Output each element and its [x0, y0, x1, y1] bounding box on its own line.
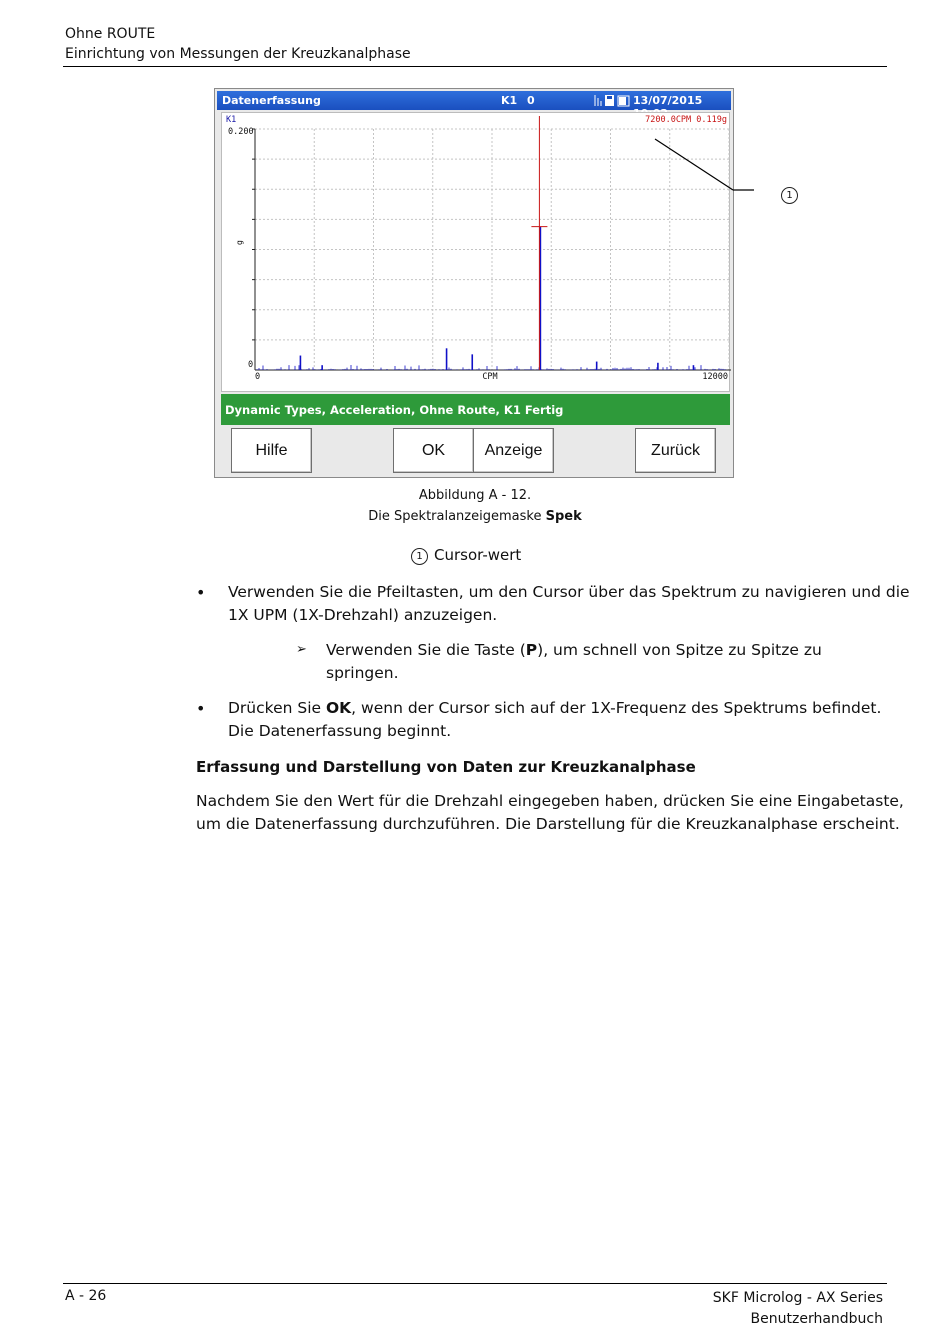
figure-caption-number: Abbildung A - 12.: [418, 488, 532, 503]
subbullet-marker: ➢: [296, 642, 307, 657]
paragraph-line2: um die Datenerfassung durchzuführen. Die Darstellung für die Kreuzkanalphase erscheint.: [196, 815, 900, 833]
callout-number: 1: [781, 187, 798, 204]
footer-doc: Benutzerhandbuch: [750, 1311, 883, 1327]
plot-channel-label: K1: [226, 115, 237, 125]
x-axis-label: CPM: [482, 372, 498, 382]
footer-rule: [63, 1283, 887, 1284]
device-title: Datenerfassung: [222, 94, 321, 107]
display-button[interactable]: Anzeige: [473, 428, 554, 473]
device-channel-value: 0: [527, 94, 535, 107]
ok-button[interactable]: OK: [393, 428, 474, 473]
legend-label: Cursor-wert: [434, 546, 522, 564]
caption-bold: Spek: [545, 509, 582, 524]
callout-leader: [0, 0, 950, 300]
bullet-2-text: [228, 697, 881, 743]
back-button[interactable]: Zurück: [635, 428, 716, 473]
subbullet-line2: springen.: [326, 664, 399, 682]
key-p: P: [525, 641, 538, 659]
subbullet-pre: Verwenden Sie die Taste (: [326, 641, 526, 659]
status-bar: Dynamic Types, Acceleration, Ohne Route, K1 Fertig: [221, 394, 730, 425]
caption-text: Die Spektralanzeigemaske: [368, 509, 546, 524]
bullet-1-line2: 1X UPM (1X-Drehzahl) anzuzeigen.: [228, 606, 498, 624]
section-heading: Erfassung und Darstellung von Daten zur Kreuzkanalphase: [196, 758, 696, 776]
bullet-2-line1: [228, 697, 881, 720]
header-section-title: Ohne ROUTE: [65, 26, 156, 42]
device-channel: K1: [501, 94, 518, 107]
subbullet-text: [326, 639, 822, 685]
footer-title: [713, 1288, 883, 1330]
bullet-2-line2: Die Datenerfassung beginnt.: [228, 722, 452, 740]
subbullet-post: ), um schnell von Spitze zu Spitze zu: [537, 641, 822, 659]
key-ok: OK: [325, 699, 352, 717]
y-tick-min: 0: [248, 360, 254, 370]
help-button[interactable]: Hilfe: [231, 428, 312, 473]
section-paragraph: [196, 790, 904, 836]
page-number: A - 26: [65, 1288, 107, 1304]
bullet-1-text: [228, 581, 910, 627]
y-tick-max: 0.200: [228, 127, 254, 137]
header-chapter-title: Einrichtung von Messungen der Kreuzkanalphase: [65, 46, 411, 62]
figure-caption-title: [0, 509, 950, 524]
subbullet-line1: [326, 639, 822, 662]
x-tick-max: 12000: [702, 372, 728, 382]
legend-number: 1: [411, 548, 428, 565]
bullet-marker: •: [196, 699, 206, 718]
legend-item: [411, 546, 521, 565]
x-tick-min: 0: [255, 372, 261, 382]
bullet-marker: •: [196, 583, 206, 602]
y-axis-label: g: [235, 240, 244, 245]
cursor-readout: 7200.0CPM 0.119g: [645, 115, 727, 125]
bullet-1-line1: Verwenden Sie die Pfeiltasten, um den Cursor über das Spektrum zu navigieren und die: [228, 583, 910, 601]
bullet-2-pre: Drücken Sie: [228, 699, 326, 717]
paragraph-line1: Nachdem Sie den Wert für die Drehzahl eingegeben haben, drücken Sie eine Eingabetaste,: [196, 792, 904, 810]
bullet-2-post: , wenn der Cursor sich auf der 1X-Frequenz des Spektrums befindet.: [351, 699, 882, 717]
device-datetime: 13/07/2015: [633, 94, 703, 107]
footer-product: SKF Microlog - AX Series: [712, 1290, 883, 1306]
